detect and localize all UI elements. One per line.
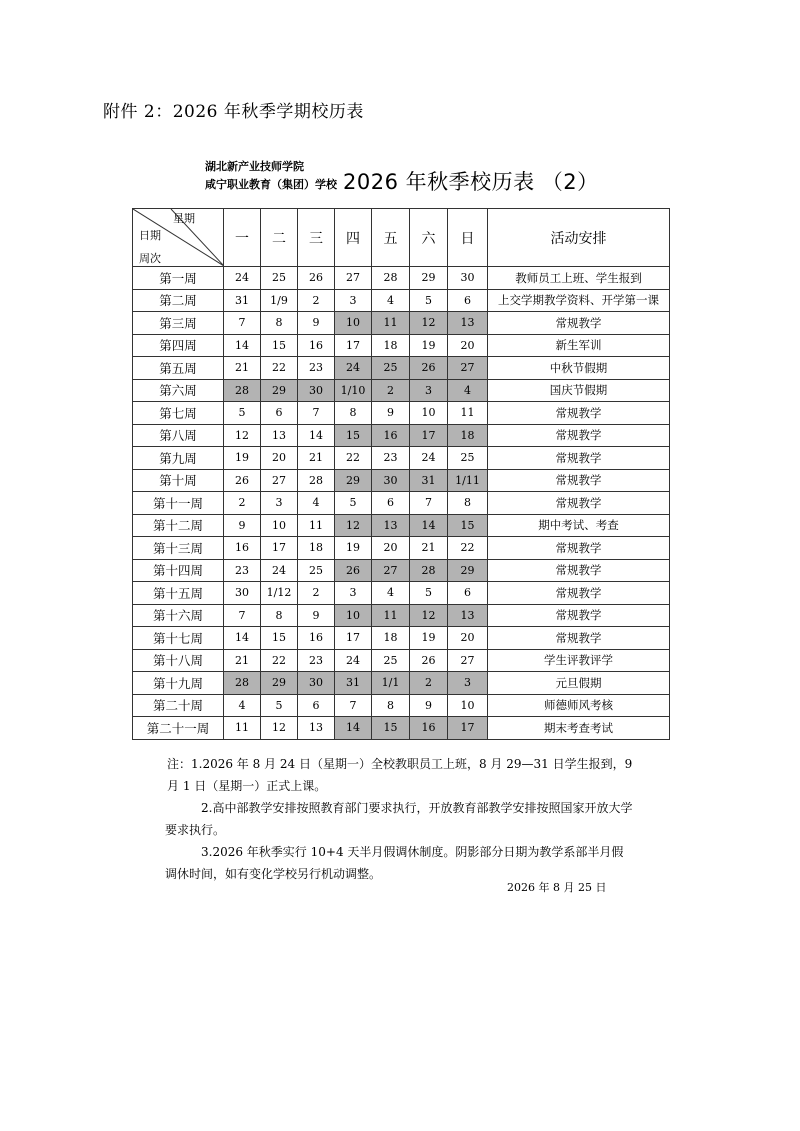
week-label-cell: 第十一周 [133, 492, 224, 515]
date-cell: 29 [261, 379, 298, 402]
date-cell: 3 [261, 492, 298, 515]
date-cell: 1/10 [335, 379, 372, 402]
date-cell: 12 [335, 514, 372, 537]
date-cell: 9 [298, 604, 335, 627]
table-row [133, 447, 670, 470]
date-cell: 1/9 [261, 289, 298, 312]
week-label-cell: 第二周 [133, 289, 224, 312]
activity-cell: 常规教学 [488, 312, 670, 335]
week-label-cell: 第五周 [133, 357, 224, 380]
date-cell: 24 [410, 447, 448, 470]
date-cell: 18 [372, 627, 410, 650]
date-cell: 24 [224, 267, 261, 290]
date-cell: 15 [335, 424, 372, 447]
date-cell: 26 [224, 469, 261, 492]
table-row [133, 694, 670, 717]
header-row [133, 209, 670, 267]
weekday-header: 二 [261, 209, 298, 267]
date-cell: 18 [448, 424, 488, 447]
week-label-cell: 第十九周 [133, 672, 224, 695]
date-cell: 3 [335, 289, 372, 312]
table-row [133, 267, 670, 290]
school-name-line1: 湖北新产业技师学院 [205, 160, 304, 173]
date-cell: 11 [372, 312, 410, 335]
date-cell: 2 [372, 379, 410, 402]
date-cell: 13 [298, 717, 335, 740]
date-cell: 28 [410, 559, 448, 582]
date-cell: 20 [261, 447, 298, 470]
weekday-header: 五 [372, 209, 410, 267]
date-cell: 27 [335, 267, 372, 290]
table-row [133, 717, 670, 740]
date-cell: 25 [298, 559, 335, 582]
date-cell: 17 [448, 717, 488, 740]
date-cell: 26 [410, 357, 448, 380]
table-row [133, 649, 670, 672]
notes-date: 2026 年 8 月 25 日 [507, 881, 607, 894]
date-cell: 27 [261, 469, 298, 492]
weekday-header: 一 [224, 209, 261, 267]
date-cell: 29 [261, 672, 298, 695]
date-cell: 7 [410, 492, 448, 515]
date-cell: 15 [261, 334, 298, 357]
date-cell: 5 [410, 582, 448, 605]
date-cell: 3 [448, 672, 488, 695]
activity-cell: 学生评教评学 [488, 649, 670, 672]
date-cell: 5 [335, 492, 372, 515]
date-cell: 28 [298, 469, 335, 492]
date-cell: 1/12 [261, 582, 298, 605]
date-cell: 7 [224, 312, 261, 335]
date-cell: 24 [261, 559, 298, 582]
date-cell: 29 [410, 267, 448, 290]
corner-header-cell [133, 209, 224, 267]
date-cell: 25 [261, 267, 298, 290]
activity-cell: 常规教学 [488, 604, 670, 627]
table-row [133, 402, 670, 425]
date-cell: 27 [372, 559, 410, 582]
date-cell: 28 [372, 267, 410, 290]
date-cell: 31 [224, 289, 261, 312]
date-cell: 4 [372, 289, 410, 312]
date-cell: 27 [448, 357, 488, 380]
date-cell: 12 [410, 604, 448, 627]
week-label-cell: 第十八周 [133, 649, 224, 672]
activity-cell: 元旦假期 [488, 672, 670, 695]
date-cell: 17 [335, 627, 372, 650]
date-cell: 10 [261, 514, 298, 537]
table-row [133, 312, 670, 335]
school-name-block [205, 158, 337, 194]
date-cell: 2 [224, 492, 261, 515]
date-cell: 22 [261, 649, 298, 672]
date-cell: 16 [410, 717, 448, 740]
week-label-cell: 第十周 [133, 469, 224, 492]
table-row [133, 469, 670, 492]
date-cell: 30 [298, 672, 335, 695]
date-cell: 21 [410, 537, 448, 560]
date-cell: 17 [410, 424, 448, 447]
week-label-cell: 第六周 [133, 379, 224, 402]
table-row [133, 334, 670, 357]
date-cell: 7 [335, 694, 372, 717]
table-row [133, 379, 670, 402]
corner-week-label: 周次 [139, 252, 161, 265]
date-cell: 18 [372, 334, 410, 357]
date-cell: 14 [224, 627, 261, 650]
table-row [133, 537, 670, 560]
date-cell: 19 [335, 537, 372, 560]
date-cell: 19 [410, 334, 448, 357]
date-cell: 8 [261, 604, 298, 627]
date-cell: 23 [372, 447, 410, 470]
date-cell: 20 [448, 627, 488, 650]
calendar-title: 2026 年秋季校历表 （2） [343, 170, 599, 194]
notes-block [165, 753, 635, 885]
weekday-header: 日 [448, 209, 488, 267]
week-label-cell: 第三周 [133, 312, 224, 335]
date-cell: 31 [335, 672, 372, 695]
date-cell: 22 [448, 537, 488, 560]
date-cell: 4 [448, 379, 488, 402]
date-cell: 2 [410, 672, 448, 695]
week-label-cell: 第七周 [133, 402, 224, 425]
date-cell: 5 [410, 289, 448, 312]
date-cell: 8 [261, 312, 298, 335]
table-row [133, 492, 670, 515]
date-cell: 30 [372, 469, 410, 492]
activity-cell: 常规教学 [488, 447, 670, 470]
weekday-header: 四 [335, 209, 372, 267]
date-cell: 12 [410, 312, 448, 335]
date-cell: 11 [372, 604, 410, 627]
date-cell: 23 [298, 649, 335, 672]
date-cell: 11 [224, 717, 261, 740]
date-cell: 7 [224, 604, 261, 627]
date-cell: 30 [298, 379, 335, 402]
weekday-header: 六 [410, 209, 448, 267]
date-cell: 10 [410, 402, 448, 425]
weekday-header: 三 [298, 209, 335, 267]
activity-cell: 常规教学 [488, 424, 670, 447]
table-row [133, 559, 670, 582]
date-cell: 25 [448, 447, 488, 470]
date-cell: 4 [224, 694, 261, 717]
date-cell: 13 [261, 424, 298, 447]
table-row [133, 672, 670, 695]
date-cell: 28 [224, 379, 261, 402]
date-cell: 21 [224, 649, 261, 672]
week-label-cell: 第十四周 [133, 559, 224, 582]
week-label-cell: 第一周 [133, 267, 224, 290]
date-cell: 6 [372, 492, 410, 515]
date-cell: 27 [448, 649, 488, 672]
date-cell: 16 [372, 424, 410, 447]
date-cell: 18 [298, 537, 335, 560]
week-label-cell: 第八周 [133, 424, 224, 447]
school-name-line2: 咸宁职业教育（集团）学校 [205, 178, 337, 191]
date-cell: 12 [224, 424, 261, 447]
date-cell: 12 [261, 717, 298, 740]
date-cell: 5 [261, 694, 298, 717]
date-cell: 17 [335, 334, 372, 357]
activity-cell: 常规教学 [488, 492, 670, 515]
date-cell: 26 [410, 649, 448, 672]
corner-date-label: 日期 [139, 229, 161, 242]
date-cell: 25 [372, 649, 410, 672]
date-cell: 13 [448, 604, 488, 627]
date-cell: 7 [298, 402, 335, 425]
table-row [133, 627, 670, 650]
date-cell: 9 [224, 514, 261, 537]
date-cell: 2 [298, 582, 335, 605]
table-row [133, 357, 670, 380]
date-cell: 22 [335, 447, 372, 470]
date-cell: 29 [448, 559, 488, 582]
date-cell: 9 [372, 402, 410, 425]
date-cell: 11 [298, 514, 335, 537]
date-cell: 8 [335, 402, 372, 425]
date-cell: 16 [298, 627, 335, 650]
school-calendar-table [132, 208, 670, 740]
date-cell: 21 [298, 447, 335, 470]
week-label-cell: 第九周 [133, 447, 224, 470]
activity-cell: 国庆节假期 [488, 379, 670, 402]
activity-cell: 常规教学 [488, 402, 670, 425]
corner-weekday-label: 星期 [173, 212, 195, 225]
date-cell: 13 [372, 514, 410, 537]
table-row [133, 582, 670, 605]
date-cell: 20 [448, 334, 488, 357]
week-label-cell: 第十五周 [133, 582, 224, 605]
date-cell: 17 [261, 537, 298, 560]
week-label-cell: 第二十一周 [133, 717, 224, 740]
date-cell: 5 [224, 402, 261, 425]
date-cell: 21 [224, 357, 261, 380]
date-cell: 15 [448, 514, 488, 537]
week-label-cell: 第十三周 [133, 537, 224, 560]
note-2: 2.高中部教学安排按照教育部门要求执行，开放教育部教学安排按照国家开放大学要求执行。 [165, 801, 633, 837]
date-cell: 13 [448, 312, 488, 335]
date-cell: 16 [298, 334, 335, 357]
date-cell: 24 [335, 649, 372, 672]
date-cell: 30 [448, 267, 488, 290]
date-cell: 2 [298, 289, 335, 312]
date-cell: 3 [335, 582, 372, 605]
activity-cell: 常规教学 [488, 559, 670, 582]
date-cell: 4 [372, 582, 410, 605]
note-1: 注：1.2026 年 8 月 24 日（星期一）全校教职员工上班，8 月 29—31 日学生报到，9 月 1 日（星期一）正式上课。 [167, 757, 633, 793]
activity-cell: 常规教学 [488, 469, 670, 492]
date-cell: 22 [261, 357, 298, 380]
date-cell: 15 [261, 627, 298, 650]
date-cell: 9 [298, 312, 335, 335]
date-cell: 14 [224, 334, 261, 357]
date-cell: 10 [448, 694, 488, 717]
date-cell: 29 [335, 469, 372, 492]
date-cell: 10 [335, 312, 372, 335]
date-cell: 8 [372, 694, 410, 717]
table-row [133, 604, 670, 627]
date-cell: 8 [448, 492, 488, 515]
date-cell: 31 [410, 469, 448, 492]
date-cell: 1/1 [372, 672, 410, 695]
date-cell: 9 [410, 694, 448, 717]
date-cell: 26 [335, 559, 372, 582]
date-cell: 6 [448, 289, 488, 312]
date-cell: 1/11 [448, 469, 488, 492]
week-label-cell: 第十七周 [133, 627, 224, 650]
activity-cell: 常规教学 [488, 537, 670, 560]
activity-cell: 期末考查考试 [488, 717, 670, 740]
week-label-cell: 第十六周 [133, 604, 224, 627]
date-cell: 16 [224, 537, 261, 560]
date-cell: 6 [261, 402, 298, 425]
week-label-cell: 第二十周 [133, 694, 224, 717]
date-cell: 24 [335, 357, 372, 380]
date-cell: 19 [224, 447, 261, 470]
date-cell: 6 [298, 694, 335, 717]
activity-cell: 师德师风考核 [488, 694, 670, 717]
date-cell: 30 [224, 582, 261, 605]
date-cell: 6 [448, 582, 488, 605]
attachment-title: 附件 2：2026 年秋季学期校历表 [103, 102, 364, 122]
date-cell: 23 [298, 357, 335, 380]
calendar-body [133, 267, 670, 740]
date-cell: 3 [410, 379, 448, 402]
date-cell: 19 [410, 627, 448, 650]
week-label-cell: 第十二周 [133, 514, 224, 537]
activity-cell: 新生军训 [488, 334, 670, 357]
table-row [133, 289, 670, 312]
activity-cell: 期中考试、考查 [488, 514, 670, 537]
table-row [133, 514, 670, 537]
activity-cell: 上交学期教学资料、开学第一课 [488, 289, 670, 312]
table-row [133, 424, 670, 447]
date-cell: 23 [224, 559, 261, 582]
date-cell: 4 [298, 492, 335, 515]
date-cell: 14 [335, 717, 372, 740]
date-cell: 11 [448, 402, 488, 425]
activity-cell: 教师员工上班、学生报到 [488, 267, 670, 290]
date-cell: 20 [372, 537, 410, 560]
date-cell: 28 [224, 672, 261, 695]
week-label-cell: 第四周 [133, 334, 224, 357]
note-3: 3.2026 年秋季实行 10+4 天半月假调休制度。阴影部分日期为教学系部半月假调休时间，如有变化学校另行机动调整。 [165, 845, 624, 881]
date-cell: 26 [298, 267, 335, 290]
date-cell: 10 [335, 604, 372, 627]
activity-cell: 常规教学 [488, 627, 670, 650]
date-cell: 14 [410, 514, 448, 537]
activity-header: 活动安排 [488, 209, 670, 267]
date-cell: 14 [298, 424, 335, 447]
date-cell: 25 [372, 357, 410, 380]
activity-cell: 中秋节假期 [488, 357, 670, 380]
activity-cell: 常规教学 [488, 582, 670, 605]
date-cell: 15 [372, 717, 410, 740]
